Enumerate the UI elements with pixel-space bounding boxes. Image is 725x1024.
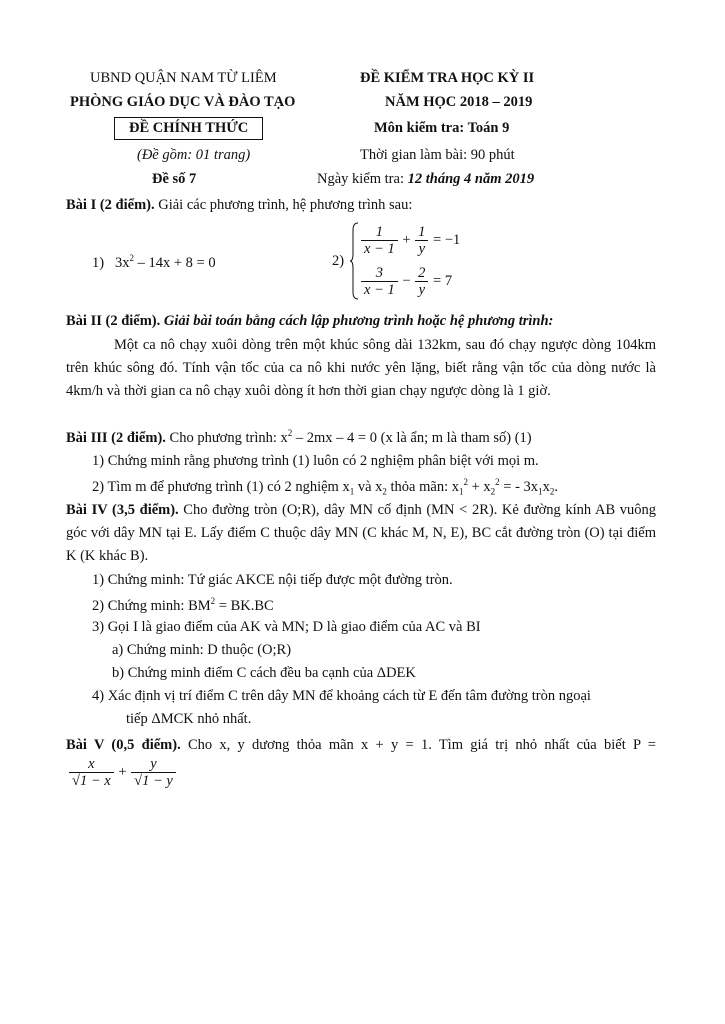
system-equation-1 [360,224,460,257]
fraction [361,224,398,257]
question-1-title: Bài I (2 điểm). [66,197,155,213]
text: = BK.BC [215,597,274,614]
duration: Thời gian làm bài: 90 phút [360,147,515,163]
text: 2) Chứng minh: BM [92,597,211,614]
question-3-part-1: 1) Chứng minh rằng phương trình (1) luôn có 2 nghiệm phân biệt với mọi m. [92,453,539,469]
denominator: y [418,282,426,298]
exam-date-value: 12 tháng 4 năm 2019 [407,171,535,187]
numerator: 1 [361,224,398,241]
denominator: x − 1 [364,282,395,298]
radicand: 1 − x [79,773,111,789]
equation-text: 3x [114,254,130,271]
sqrt-symbol: √ [72,773,80,789]
numerator: 1 [415,224,428,241]
question-1-part-1 [92,253,216,272]
question-4-part-3b: b) Chứng minh điểm C cách đều ba cạnh của ΔDEK [112,665,416,681]
text: . [554,478,558,495]
operator: + [118,763,127,780]
question-3-text: – 2mx – 4 = 0 (x là ẩn; m là tham số) (1) [292,429,532,446]
official-badge: ĐỀ CHÍNH THỨC [114,117,263,140]
question-2-subtitle: Giải bài toán bằng cách lập phương trình hoặc hệ phương trình: [160,313,554,329]
exam-code: Đề số 7 [152,171,197,187]
fraction [415,224,428,257]
text: 2) Tìm m để phương trình (1) có 2 nghiệm x [92,478,350,495]
question-4-part-1: 1) Chứng minh: Tứ giác AKCE nội tiếp được một đường tròn. [92,572,453,588]
exponent: 2 [129,253,134,263]
text: x [542,478,550,495]
exam-date [317,171,534,188]
part-label: 1) [92,254,105,271]
question-3-text: Cho phương trình: x [165,429,288,446]
question-3-title: Bài III (2 điểm). [66,429,166,446]
question-3-part-2 [92,477,558,497]
denominator: y [418,241,426,257]
question-4-part-4-line2: tiếp ΔMCK nhỏ nhất. [126,711,252,727]
subscript: 2 [549,486,555,497]
exponent: 2 [210,596,216,606]
question-4-heading [66,499,656,568]
question-5-heading [66,734,656,757]
system-equation-2 [360,265,452,298]
question-5-expression [68,756,177,789]
question-2-heading [66,313,553,330]
exponent: 2 [463,477,468,487]
page-count: (Đề gồm: 01 trang) [137,147,251,163]
exponent: 2 [495,477,500,487]
office-name: PHÒNG GIÁO DỤC VÀ ĐÀO TẠO [70,94,296,110]
fraction [415,265,428,298]
operator: + [402,231,411,248]
question-1-text: Giải các phương trình, hệ phương trình sau: [154,197,413,213]
numerator: 3 [361,265,398,282]
question-4-part-4-line1: 4) Xác định vị trí điểm C trên dây MN để khoảng cách từ E đến tâm đường tròn ngoại [92,688,591,704]
question-5-title: Bài V (0,5 điểm). [66,737,181,753]
numerator: y [131,756,176,773]
question-5-text: Cho x, y dương thỏa mãn x + y = 1. Tìm giá trị nhỏ nhất của biết P = [180,737,656,753]
fraction [131,756,176,789]
sqrt-symbol: √ [134,773,143,789]
right-hand-side: = 7 [433,272,453,289]
numerator: x [69,756,114,773]
text: + x [467,478,491,495]
subscript: 2 [382,486,387,497]
right-hand-side: = −1 [433,231,461,248]
exponent: 2 [287,428,293,438]
text: và x [354,478,383,495]
question-2-title: Bài II (2 điểm). [66,313,161,329]
question-2-text: Một ca nô chạy xuôi dòng trên một khúc sông dài 132km, sau đó chạy ngược dòng 104km trên khúc sông đó. Tính vận tốc của ca nô khi nước yên lặng, biết rằng vận tốc của dòng nước là 4km/h và thời gian ca nô chạy xuôi dòng ít hơn thời gian chạy ngược dòng là 1 giờ. [66,337,656,399]
text: = - 3x [499,478,539,495]
subscript: 1 [458,486,464,497]
question-4-part-3: 3) Gọi I là giao điểm của AK và MN; D là giao điểm của AC và BI [92,619,481,635]
question-4-part-3a: a) Chứng minh: D thuộc (O;R) [112,642,292,658]
text: thỏa mãn: x [386,478,459,495]
subject: Môn kiểm tra: Toán 9 [374,120,510,136]
subscript: 1 [349,486,355,497]
question-1-heading [66,197,412,214]
radicand: 1 − y [142,773,173,789]
denominator [69,773,114,789]
equation-text: – 14x + 8 = 0 [133,254,216,271]
question-4-part-2 [92,596,274,615]
numerator: 2 [415,265,428,282]
department-name: UBND QUẬN NAM TỪ LIÊM [90,70,277,86]
question-4-title: Bài IV (3,5 điểm). [66,502,179,518]
fraction [361,265,398,298]
question-3-heading [66,428,532,447]
fraction [69,756,114,789]
subscript: 1 [538,486,543,497]
exam-date-label: Ngày kiểm tra: [317,171,408,187]
exam-title: ĐỀ KIỂM TRA HỌC KỲ II [360,70,535,86]
question-4-text: Cho đường tròn (O;R), dây MN cố định (MN < 2R). Kẻ đường kính AB vuông góc với dây MN tại E. Lấy điểm C thuộc dây MN (C khác M, N, E), BC cắt đường tròn (O) tại điểm K (K khác B). [66,502,656,564]
school-year: NĂM HỌC 2018 – 2019 [385,94,533,110]
question-1-part-2-label: 2) [332,253,345,269]
system-brace [350,222,358,300]
denominator [131,773,176,789]
operator: − [402,272,411,289]
denominator: x − 1 [364,241,395,257]
subscript: 2 [490,486,496,497]
